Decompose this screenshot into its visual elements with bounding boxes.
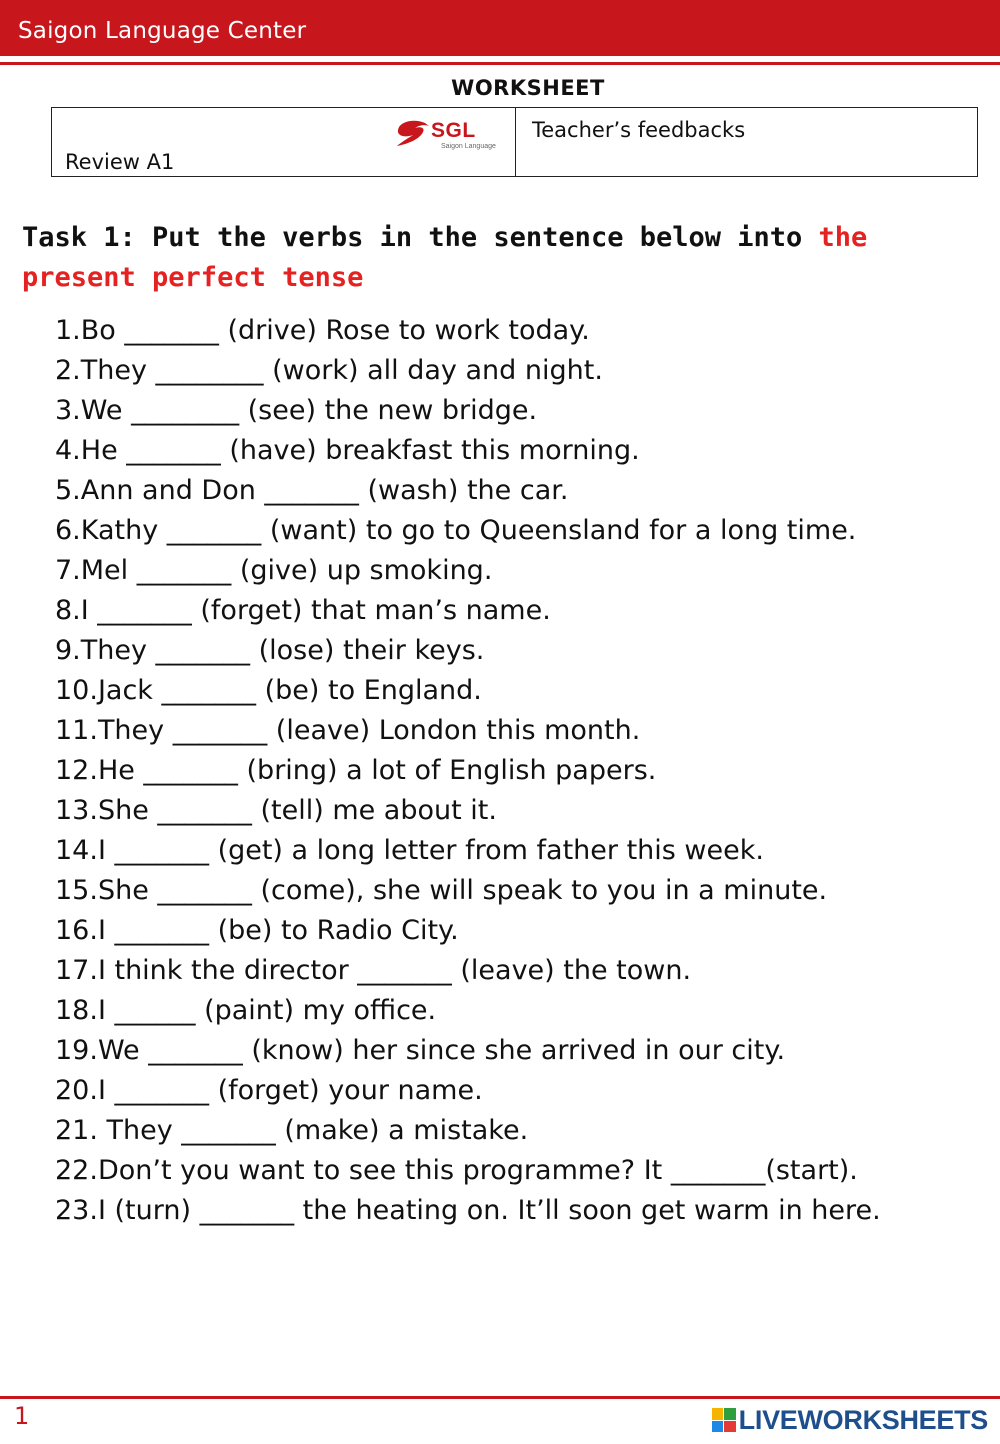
liveworksheets-text: LIVEWORKSHEETS — [738, 1404, 988, 1435]
task-instruction — [22, 218, 922, 298]
liveworksheets-logo-icon — [712, 1408, 736, 1432]
info-left-cell — [52, 108, 516, 176]
info-box — [51, 107, 978, 177]
exercise-item-12: 12.He _______ (bring) a lot of English papers. — [55, 755, 657, 786]
exercise-item-6: 6.Kathy _______ (want) to go to Queensland for a long time. — [55, 515, 857, 546]
review-label: Review A1 — [65, 150, 175, 174]
exercise-item-1: 1.Bo _______ (drive) Rose to work today. — [55, 315, 590, 346]
exercise-item-10: 10.Jack _______ (be) to England. — [55, 675, 482, 706]
task-prefix: Task 1: Put the verbs in the sentence below into — [22, 222, 819, 253]
exercise-item-8: 8.I _______ (forget) that man’s name. — [55, 595, 551, 626]
exercise-item-17: 17.I think the director _______ (leave) the town. — [55, 955, 692, 986]
exercise-list — [55, 311, 955, 1231]
exercise-item-9: 9.They _______ (lose) their keys. — [55, 635, 485, 666]
exercise-item-19: 19.We _______ (know) her since she arrived in our city. — [55, 1035, 786, 1066]
page-number: 1 — [14, 1402, 30, 1430]
exercise-item-22: 22.Don’t you want to see this programme? It _______(start). — [55, 1155, 858, 1186]
exercise-item-13: 13.She _______ (tell) me about it. — [55, 795, 497, 826]
exercise-item-2: 2.They ________ (work) all day and night. — [55, 355, 603, 386]
header-title: Saigon Language Center — [18, 18, 307, 44]
exercise-item-15: 15.She _______ (come), she will speak to you in a minute. — [55, 875, 828, 906]
worksheet-title: WORKSHEET — [451, 76, 605, 100]
exercise-item-5: 5.Ann and Don _______ (wash) the car. — [55, 475, 569, 506]
exercise-item-16: 16.I _______ (be) to Radio City. — [55, 915, 459, 946]
header-divider — [0, 62, 1000, 65]
exercise-item-4: 4.He _______ (have) breakfast this morning. — [55, 435, 640, 466]
logo-subtext: Saigon Language — [441, 143, 496, 150]
swoosh-logo-icon — [395, 116, 510, 156]
task-highlight: the present perfect tense — [22, 222, 868, 293]
exercise-item-23: 23.I (turn) _______ the heating on. It’ll soon get warm in here. — [55, 1195, 881, 1226]
exercise-item-18: 18.I ______ (paint) my office. — [55, 995, 437, 1026]
info-right-cell — [516, 108, 977, 176]
exercise-item-11: 11.They _______ (leave) London this month. — [55, 715, 641, 746]
exercise-item-14: 14.I _______ (get) a long letter from father this week. — [55, 835, 764, 866]
exercise-item-3: 3.We ________ (see) the new bridge. — [55, 395, 538, 426]
exercise-item-20: 20.I _______ (forget) your name. — [55, 1075, 483, 1106]
footer-divider — [0, 1396, 1000, 1399]
liveworksheets-brand — [712, 1404, 988, 1436]
exercise-item-7: 7.Mel _______ (give) up smoking. — [55, 555, 493, 586]
exercise-item-21: 21. They _______ (make) a mistake. — [55, 1115, 529, 1146]
logo-text: SGL — [431, 119, 476, 142]
teacher-feedback-label: Teacher’s feedbacks — [532, 118, 746, 142]
header-bar — [0, 0, 1000, 56]
swoosh-graphic — [395, 118, 431, 148]
